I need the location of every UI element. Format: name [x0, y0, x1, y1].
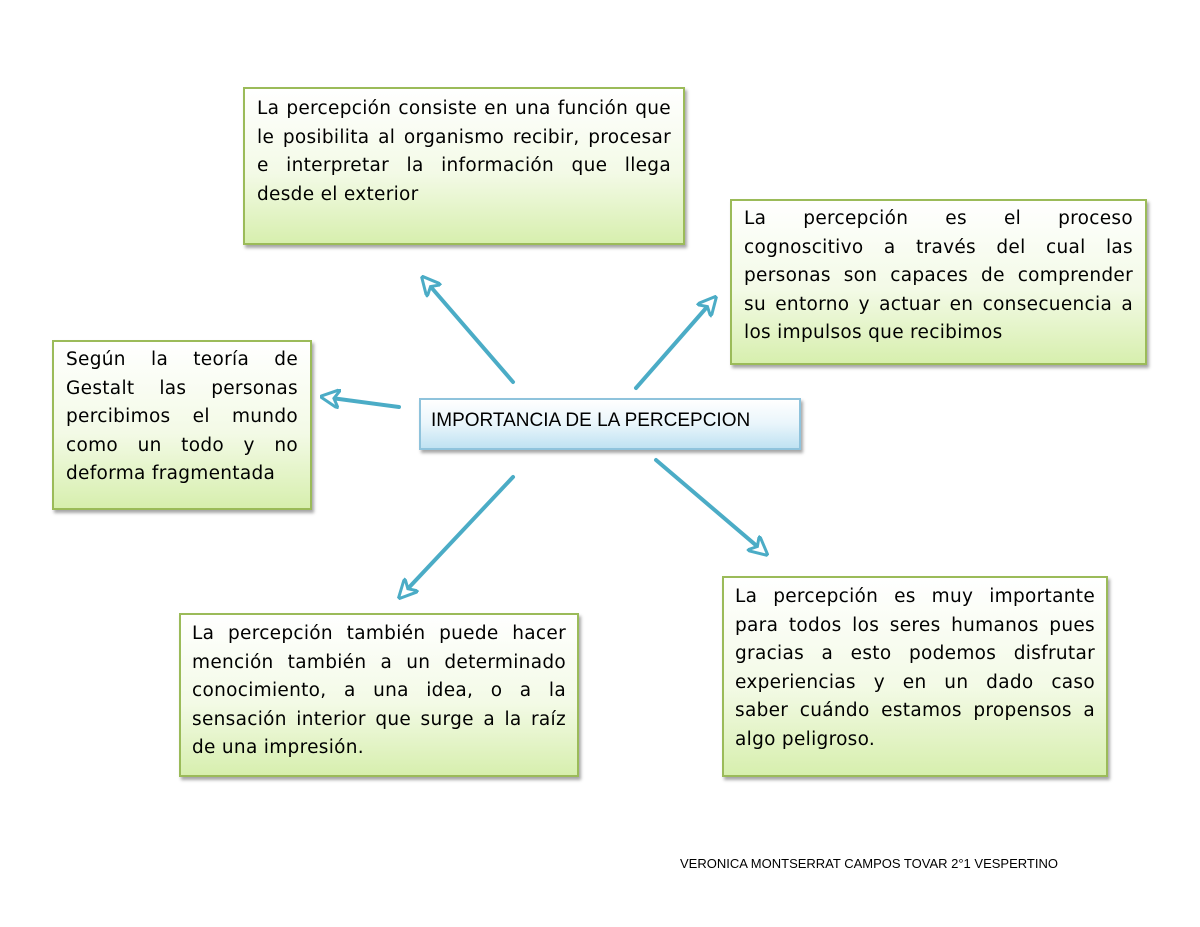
node-top	[243, 87, 685, 245]
arrow-to-bottom-left	[401, 477, 513, 596]
node-bottom-left	[179, 613, 579, 777]
node-right-text: La percepción es el proceso cognoscitivo a través del cual las personas son capaces de comprender su entorno y actuar en consecuencia a los impulsos que recibimos	[744, 208, 1133, 343]
author-footer: VERONICA MONTSERRAT CAMPOS TOVAR 2°1 VESPERTINO	[680, 856, 1058, 871]
node-top-text: La percepción consiste en una función que le posibilita al organismo recibir, procesar e interpretar la información que llega desde el exterior	[257, 98, 671, 205]
center-node-label: IMPORTANCIA DE LA PERCEPCION	[431, 410, 751, 431]
node-right	[730, 199, 1147, 365]
arrow-to-left	[324, 397, 399, 407]
center-node	[419, 398, 801, 450]
node-bottom-left-text: La percepción también puede hacer mención también a un determinado conocimiento, a una idea, o a la sensación interior que surge a la raíz de una impresión.	[192, 623, 566, 758]
arrow-to-bottom-right	[656, 460, 765, 553]
node-left-text: Según la teoría de Gestalt las personas percibimos el mundo como un todo y no deforma fragmentada	[66, 349, 298, 484]
node-left	[52, 340, 312, 510]
node-bottom-right-text: La percepción es muy importante para todos los seres humanos pues gracias a esto podemos disfrutar experiencias y en un dado caso saber cuándo estamos propensos a algo peligroso.	[735, 586, 1095, 750]
arrow-to-right	[636, 299, 714, 388]
arrow-to-top	[424, 279, 513, 382]
node-bottom-right	[722, 576, 1108, 777]
